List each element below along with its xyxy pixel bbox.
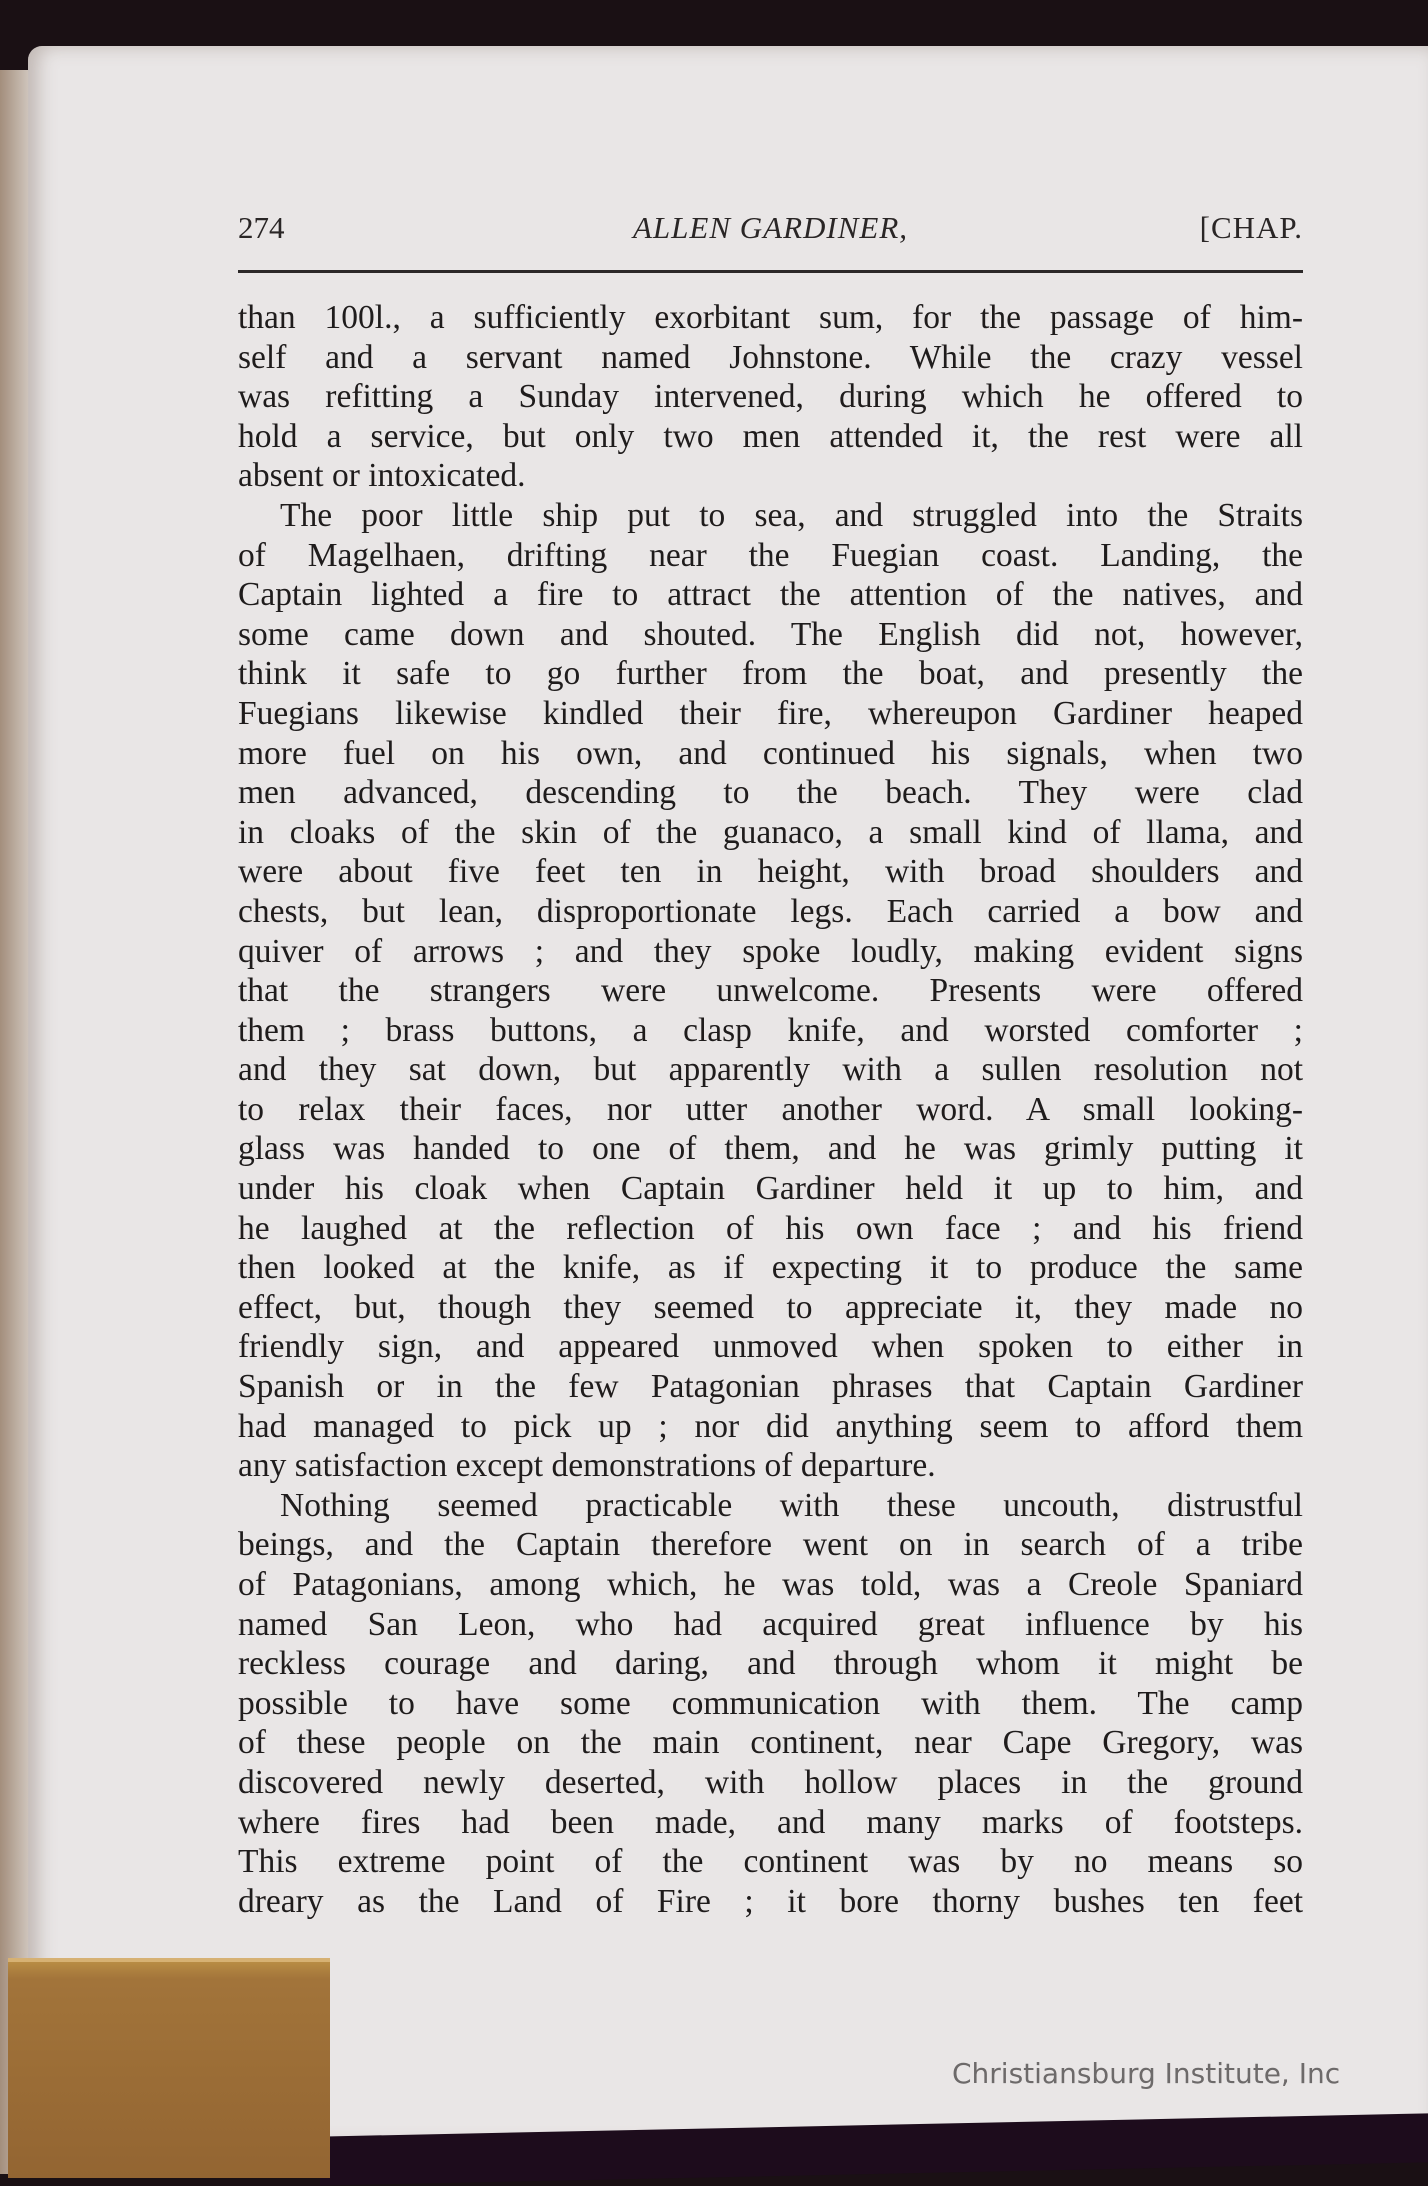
chapter-label: [CHAP. xyxy=(1199,210,1303,245)
text-line: friendly sign, and appeared unmoved when spoken to either in xyxy=(238,1328,1303,1366)
text-line: some came down and shouted. The English did not, however, xyxy=(238,615,1303,653)
text-line: hold a service, but only two men attended it, the rest were all xyxy=(238,417,1303,455)
text-line: more fuel on his own, and continued his signals, when two xyxy=(238,734,1303,772)
watermark: Christiansburg Institute, Inc xyxy=(952,2057,1341,2090)
running-title: ALLEN GARDINER, xyxy=(632,210,909,245)
text-line: discovered newly deserted, with hollow places in the ground xyxy=(238,1763,1303,1801)
text-line: was refitting a Sunday intervened, during which he offered to xyxy=(238,378,1303,416)
text-line: them ; brass buttons, a clasp knife, and worsted comforter ; xyxy=(238,1011,1303,1049)
header-rule xyxy=(238,270,1303,273)
text-line: beings, and the Captain therefore went on in search of a tribe xyxy=(238,1526,1303,1564)
text-line: self and a servant named Johnstone. While the crazy vessel xyxy=(238,338,1303,376)
text-line: and they sat down, but apparently with a sullen resolution not xyxy=(238,1051,1303,1089)
text-line: where fires had been made, and many marks of footsteps. xyxy=(238,1803,1303,1841)
text-line: Fuegians likewise kindled their fire, whereupon Gardiner heaped xyxy=(238,694,1303,732)
text-line: of Magelhaen, drifting near the Fuegian coast. Landing, the xyxy=(238,536,1303,574)
text-line: possible to have some communication with them. The camp xyxy=(238,1684,1303,1722)
text-line: any satisfaction except demonstrations of departure. xyxy=(238,1447,936,1485)
text-line: reckless courage and daring, and through whom it might be xyxy=(238,1645,1303,1683)
text-line: than 100l., a sufficiently exorbitant sum, for the passage of him- xyxy=(238,299,1303,336)
text-line: that the strangers were unwelcome. Presents were offered xyxy=(238,972,1303,1010)
text-line: absent or intoxicated. xyxy=(238,457,526,495)
text-line: quiver of arrows ; and they spoke loudly, making evident signs xyxy=(238,932,1303,970)
text-line: to relax their faces, nor utter another word. A small looking- xyxy=(238,1090,1303,1128)
text-line: named San Leon, who had acquired great influence by his xyxy=(238,1605,1303,1643)
text-line: men advanced, descending to the beach. They were clad xyxy=(238,774,1303,812)
text-line: Nothing seemed practicable with these uncouth, distrustful xyxy=(280,1486,1303,1524)
running-header xyxy=(238,210,1303,256)
text-line: The poor little ship put to sea, and struggled into the Straits xyxy=(280,496,1303,534)
text-line: under his cloak when Captain Gardiner held it up to him, and xyxy=(238,1170,1303,1208)
text-line: then looked at the knife, as if expecting it to produce the same xyxy=(238,1249,1303,1287)
text-line: glass was handed to one of them, and he was grimly putting it xyxy=(238,1130,1303,1168)
text-line: effect, but, though they seemed to appreciate it, they made no xyxy=(238,1288,1303,1326)
text-line: Spanish or in the few Patagonian phrases that Captain Gardiner xyxy=(238,1368,1303,1406)
wooden-book-weight xyxy=(8,1958,330,2178)
text-line: he laughed at the reflection of his own face ; and his friend xyxy=(238,1209,1303,1247)
text-line: This extreme point of the continent was by no means so xyxy=(238,1843,1303,1881)
text-line: in cloaks of the skin of the guanaco, a small kind of llama, and xyxy=(238,813,1303,851)
text-line: of Patagonians, among which, he was told, was a Creole Spaniard xyxy=(238,1566,1303,1603)
text-line: Captain lighted a fire to attract the attention of the natives, and xyxy=(238,576,1303,614)
text-line: of these people on the main continent, near Cape Gregory, was xyxy=(238,1724,1303,1762)
page-number: 274 xyxy=(238,210,285,245)
text-line: chests, but lean, disproportionate legs. Each carried a bow and xyxy=(238,892,1303,930)
text-line: had managed to pick up ; nor did anything seem to afford them xyxy=(238,1407,1303,1445)
text-line: were about five feet ten in height, with broad shoulders and xyxy=(238,853,1303,891)
body-text xyxy=(238,298,1303,1921)
text-line: dreary as the Land of Fire ; it bore thorny bushes ten feet xyxy=(238,1882,1303,1920)
text-line: think it safe to go further from the boat, and presently the xyxy=(238,655,1303,693)
